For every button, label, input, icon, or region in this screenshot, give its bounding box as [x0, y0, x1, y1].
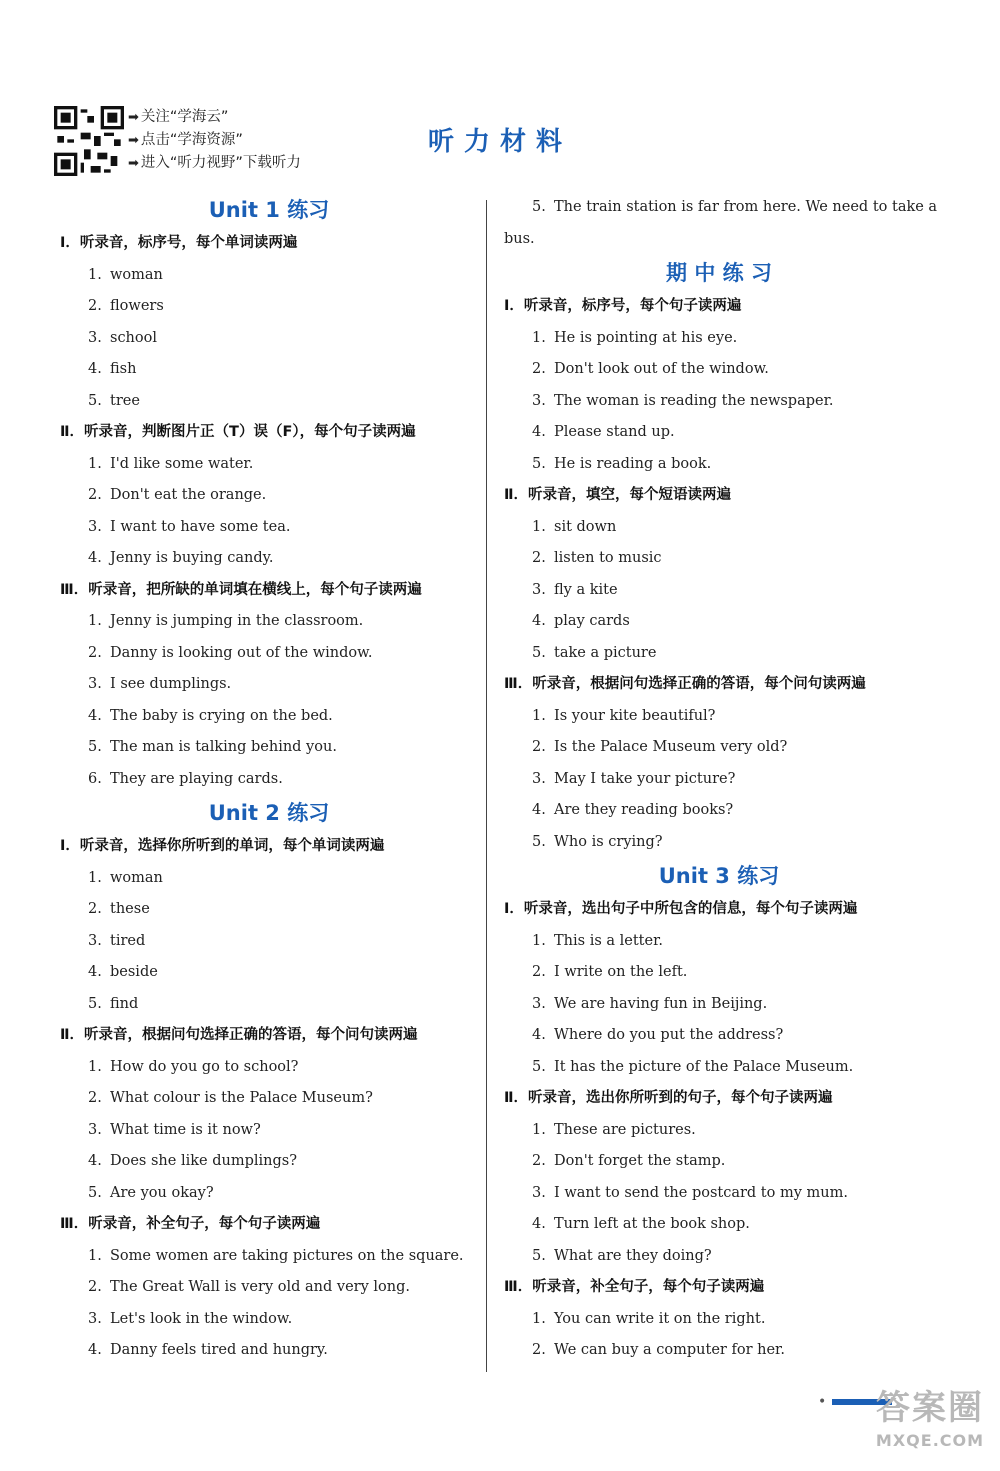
section-heading: Ⅱ．听录音，根据问句选择正确的答语，每个问句读两遍 [60, 1027, 418, 1043]
list-item: 4. Turn left at the book shop. [532, 1216, 750, 1232]
list-item: 3. tired [88, 932, 146, 949]
qr-line: ➡ 进入“听力视野”下载听力 [128, 155, 301, 171]
list-item: 1. You can write it on the right. [532, 1310, 766, 1327]
arrow-right-icon: ➡ [128, 110, 139, 125]
list-item: 3. May I take your picture? [532, 770, 736, 787]
list-item: 2. Don't eat the orange. [88, 487, 267, 503]
list-item: 2. I write on the left. [532, 964, 688, 980]
column-divider [486, 200, 487, 1372]
list-item: 2. The Great Wall is very old and very long. [88, 1279, 410, 1295]
list-item: 2. We can buy a computer for her. [532, 1342, 785, 1358]
section-heading: Ⅲ．听录音，把所缺的单词填在横线上，每个句子读两遍 [60, 581, 422, 598]
list-item: 1. woman [88, 869, 163, 886]
list-item: 1. I'd like some water. [88, 455, 254, 472]
list-item: 2. Is the Palace Museum very old? [532, 739, 788, 755]
list-item: 1. woman [88, 266, 163, 283]
list-item: 1. These are pictures. [532, 1121, 696, 1138]
list-item: 5. The man is talking behind you. [88, 739, 337, 755]
arrow-right-icon: ➡ [128, 156, 139, 171]
section-heading: Ⅱ．听录音，选出你所听到的句子，每个句子读两遍 [504, 1090, 833, 1106]
unit-title: Unit 3 练习 [658, 864, 780, 888]
section-heading: Ⅱ．听录音，判断图片正（T）误（F），每个句子读两遍 [60, 424, 416, 440]
section-heading: Ⅰ．听录音，选出句子中所包含的信息，每个句子读两遍 [504, 901, 858, 917]
list-item: 1. Some women are taking pictures on the square. [88, 1247, 464, 1264]
list-item: 3. We are having fun in Beijing. [532, 995, 768, 1012]
list-item: 3. I want to have some tea. [88, 518, 291, 535]
watermark-text-cn: 答案圈 [876, 1388, 984, 1428]
list-item: 1. Jenny is jumping in the classroom. [88, 613, 364, 629]
list-item: 5. What are they doing? [532, 1247, 712, 1264]
list-item: 1. How do you go to school? [88, 1058, 299, 1075]
section-heading: Ⅰ．听录音，标序号，每个句子读两遍 [504, 298, 742, 314]
list-item: 5. Are you okay? [88, 1184, 214, 1201]
unit-title: Unit 1 练习 [208, 198, 330, 222]
list-item: 5. Who is crying? [532, 833, 663, 850]
list-item: 4. Are they reading books? [532, 802, 734, 818]
continued-item: 5. The train station is far from here. We need to take a [532, 199, 938, 215]
section-heading: Ⅰ．听录音，标序号，每个单词读两遍 [60, 235, 298, 251]
list-item: 5. tree [88, 392, 140, 409]
right-column [504, 192, 938, 1367]
list-item: 3. The woman is reading the newspaper. [532, 392, 834, 409]
section-heading: Ⅲ．听录音，补全句子，每个句子读两遍 [60, 1216, 321, 1232]
watermark-text-en: MXQE.COM [875, 1431, 985, 1450]
list-item: 4. beside [88, 964, 158, 980]
qr-line: ➡ 点击“学海资源” [128, 132, 243, 148]
list-item: 4. play cards [532, 613, 630, 629]
list-item: 2. Don't look out of the window. [532, 361, 769, 377]
list-item: 4. Does she like dumplings? [88, 1153, 297, 1169]
list-item: 1. Is your kite beautiful? [532, 707, 716, 724]
list-item: 4. Danny feels tired and hungry. [88, 1342, 328, 1358]
watermark-logo [870, 1386, 990, 1464]
list-item: 5. find [88, 995, 139, 1012]
list-item: 1. This is a letter. [532, 932, 664, 949]
list-item: 4. Jenny is buying candy. [88, 550, 274, 566]
list-item: 3. What time is it now? [88, 1121, 261, 1138]
arrow-right-icon: ➡ [128, 133, 139, 148]
list-item: 2. What colour is the Palace Museum? [88, 1090, 373, 1106]
list-item: 4. Please stand up. [532, 424, 675, 440]
list-item: 1. sit down [532, 518, 617, 535]
page-footer-mark: • [818, 1394, 892, 1410]
section-heading: Ⅲ．听录音，根据问句选择正确的答语，每个问句读两遍 [504, 676, 866, 692]
section-heading: Ⅲ．听录音，补全句子，每个句子读两遍 [504, 1279, 765, 1295]
unit-title: 期 中 练 习 [666, 261, 772, 285]
section-heading: Ⅱ．听录音，填空，每个短语读两遍 [504, 487, 732, 503]
list-item: 3. I see dumplings. [88, 676, 232, 692]
list-item: 2. Don't forget the stamp. [532, 1153, 726, 1169]
list-item: 2. flowers [88, 298, 164, 314]
left-column [60, 192, 478, 1367]
list-item: 3. Let's look in the window. [88, 1310, 293, 1327]
list-item: 5. take a picture [532, 644, 657, 661]
list-item: 3. fly a kite [532, 581, 618, 598]
list-item: 2. these [88, 901, 150, 917]
list-item: 2. listen to music [532, 550, 662, 566]
list-item: 3. I want to send the postcard to my mum. [532, 1184, 848, 1201]
list-item: 3. school [88, 329, 157, 346]
section-heading: Ⅰ．听录音，选择你所听到的单词，每个单词读两遍 [60, 838, 385, 854]
continued-item-tail: bus. [504, 230, 535, 247]
list-item: 6. They are playing cards. [88, 770, 283, 787]
unit-title: Unit 2 练习 [208, 801, 330, 825]
page-title: 听力材料 [427, 127, 572, 157]
list-item: 4. Where do you put the address? [532, 1027, 784, 1043]
list-item: 5. He is reading a book. [532, 455, 712, 472]
list-item: 4. The baby is crying on the bed. [88, 707, 333, 724]
list-item: 2. Danny is looking out of the window. [88, 644, 373, 661]
list-item: 5. It has the picture of the Palace Museum. [532, 1058, 854, 1075]
list-item: 1. He is pointing at his eye. [532, 329, 738, 346]
list-item: 4. fish [88, 361, 137, 377]
qr-line: ➡ 关注“学海云” [128, 109, 229, 125]
